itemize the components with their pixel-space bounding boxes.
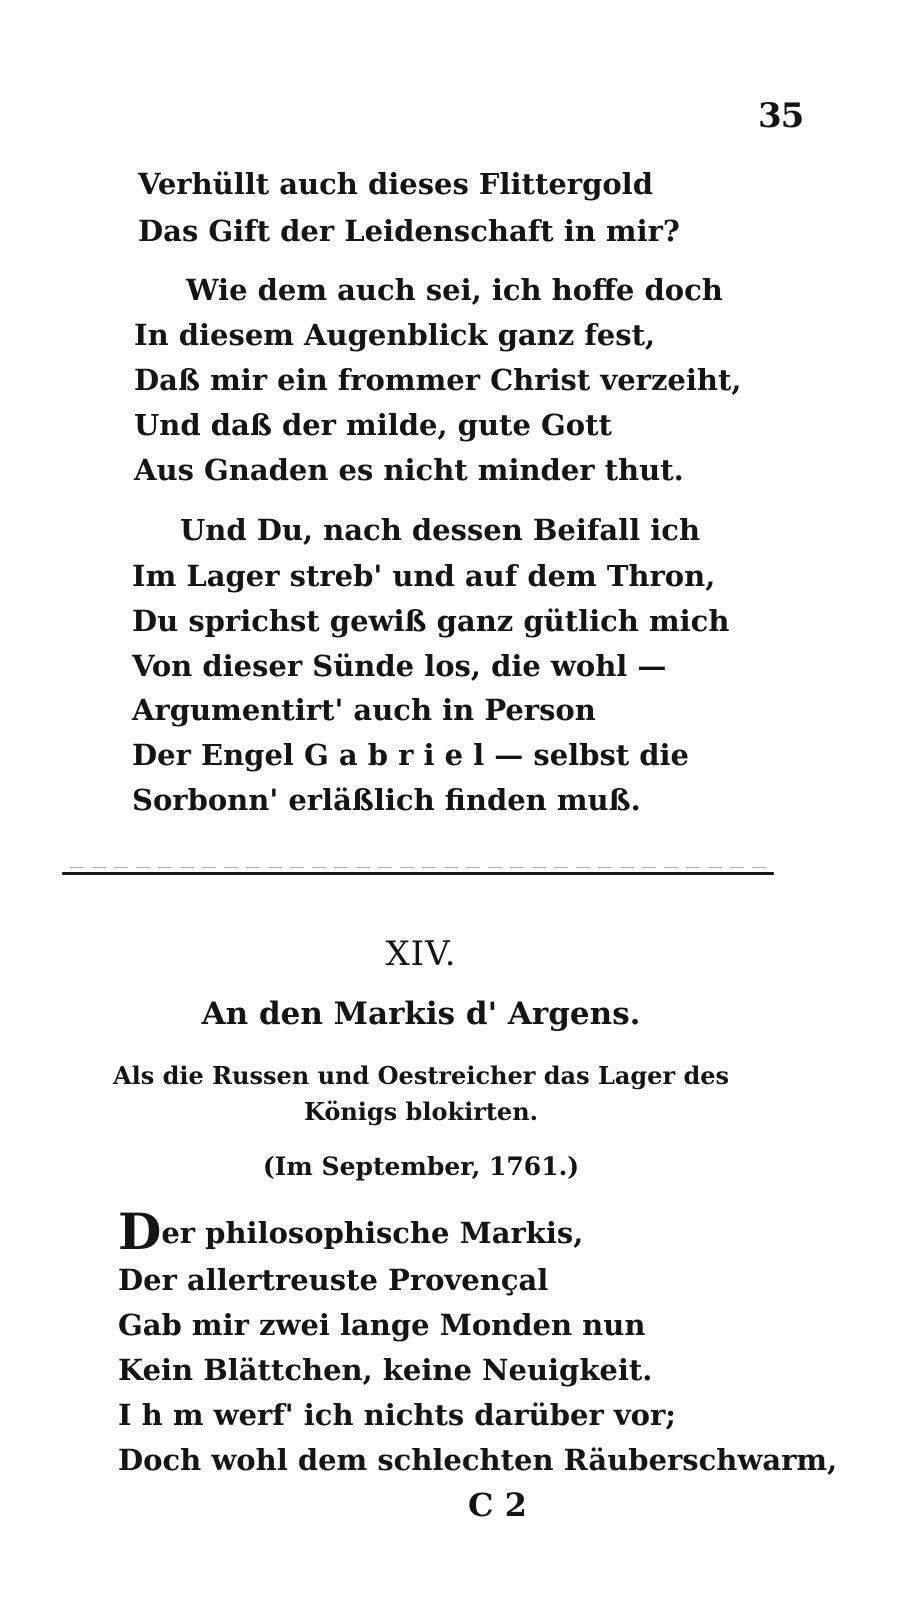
poem-line: Daß mir ein frommer Christ verzeiht, [134,363,742,397]
poem-numeral: XIV. [385,934,457,974]
poem-line: Im Lager streb' und auf dem Thron, [132,559,716,593]
poem-subtitle-line: Als die Russen und Oestreicher das Lager des [112,1061,730,1090]
printer-signature: C 2 [468,1486,527,1524]
poem-line: Und daß der milde, gute Gott [134,408,612,442]
poem-line: Der Engel G a b r i e l — selbst die [132,738,690,772]
first-line-text: er philosophische Markis, [161,1216,584,1250]
poem-line: Aus Gnaden es nicht minder thut. [134,453,684,487]
poem-line: Sorbonn' erläßlich finden muß. [132,783,641,817]
poem-date: (Im September, 1761.) [262,1152,580,1181]
poem-line: In diesem Augenblick ganz fest, [134,318,656,352]
poem-title: An den Markis d' Argens. [201,996,641,1032]
poem-line: Doch wohl dem schlechten Räuberschwarm, [118,1443,838,1477]
poem-line: Das Gift der Leidenschaft in mir? [138,214,680,248]
poem-line: Argumentirt' auch in Person [132,693,596,727]
drop-cap: D [118,1202,162,1261]
poem-subtitle-line: Königs blokirten. [303,1097,538,1126]
page-number: 35 [758,96,804,136]
section-divider-shadow [70,867,770,868]
section-divider [62,872,774,875]
poem-line: Von dieser Sünde los, die wohl — [132,649,667,683]
poem-line: Du sprichst gewiß ganz gütlich mich [132,604,730,638]
poem-first-line [118,1202,584,1261]
poem-line: Verhüllt auch dieses Flittergold [138,167,653,201]
poem-line: Gab mir zwei lange Monden nun [118,1308,646,1342]
poem-line: Der allertreuste Provençal [118,1263,549,1297]
poem-line: Wie dem auch sei, ich hoffe doch [186,273,723,307]
poem-line: Und Du, nach dessen Beifall ich [180,513,701,547]
poem-line: I h m werf' ich nichts darüber vor; [118,1398,676,1432]
poem-line: Kein Blättchen, keine Neuigkeit. [118,1353,653,1387]
